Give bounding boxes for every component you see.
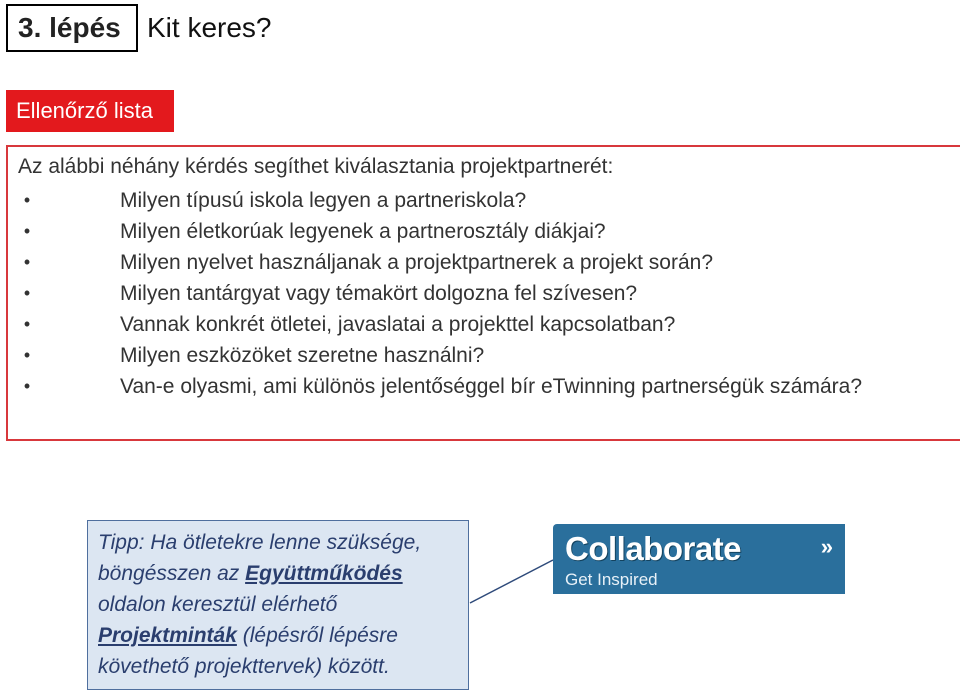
tip-box <box>87 520 469 690</box>
checklist-box <box>6 145 960 441</box>
bullet-icon: • <box>23 190 31 210</box>
question-text: Van-e olyasmi, ami különös jelentőséggel bír eTwinning partnerségük számára? <box>120 375 863 398</box>
question-text: Milyen nyelvet használjanak a projektpartnerek a projekt során? <box>120 251 713 274</box>
question-text: Milyen eszközöket szeretne használni? <box>120 344 485 367</box>
bullet-icon: • <box>23 345 31 365</box>
project-kits-link[interactable]: Projektminták <box>98 624 237 647</box>
collaborate-title: Collaborate <box>565 530 742 567</box>
collaboration-link[interactable]: Együttműködés <box>245 562 403 585</box>
tip-text-3: (lépésről lépésre követhető projekttervek) között. <box>98 624 398 678</box>
step-title: Kit keres? <box>147 12 272 43</box>
tip-text-2: oldalon keresztül elérhető <box>98 593 338 616</box>
collaborate-subtitle: Get Inspired <box>565 570 658 589</box>
bullet-icon: • <box>23 314 31 334</box>
bullet-icon: • <box>23 283 31 303</box>
step-label: 3. lépés <box>6 4 138 52</box>
checklist-intro: Az alábbi néhány kérdés segíthet kiválasztania projektpartnerét: <box>18 155 614 178</box>
question-text: Vannak konkrét ötletei, javaslatai a projekttel kapcsolatban? <box>120 313 676 336</box>
question-text: Milyen életkorúak legyenek a partnerosztály diákjai? <box>120 220 606 243</box>
checklist-header: Ellenőrző lista <box>6 90 174 132</box>
bullet-icon: • <box>23 221 31 241</box>
question-text: Milyen tantárgyat vagy témakört dolgozna fel szívesen? <box>120 282 638 305</box>
double-chevron-right-icon: » <box>820 534 833 559</box>
collaborate-banner[interactable] <box>553 524 845 594</box>
question-text: Milyen típusú iskola legyen a partneriskola? <box>120 189 527 212</box>
bullet-icon: • <box>23 376 31 396</box>
bullet-icon: • <box>23 252 31 272</box>
tip-text-1: Tipp: Ha ötletekre lenne szüksége, böngésszen az <box>98 531 422 585</box>
